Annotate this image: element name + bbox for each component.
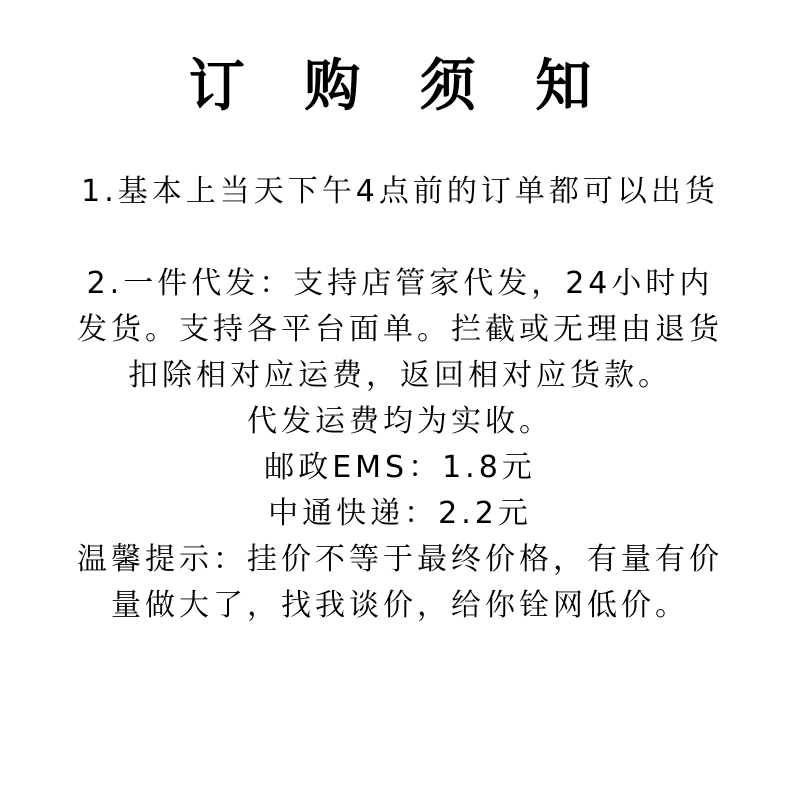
- notice-line-shipping-fee: 代发运费均为实收。: [247, 404, 553, 439]
- page-title: 订 购 须 知: [188, 54, 612, 119]
- notice-line-ems-fee: 邮政EMS：1.8元: [264, 450, 536, 485]
- notice-line-zto-fee: 中通快递：2.2元: [268, 496, 532, 531]
- notice-line-bulk-price: 量做大了，找我谈价，给你铨网低价。: [111, 588, 689, 623]
- notice-line-dropshipping: 2.一件代发：支持店管家代发，24小时内: [86, 266, 714, 301]
- notice-line-waybill: 发货。支持各平台面单。拦截或无理由退货: [77, 312, 723, 347]
- notice-line-refund: 扣除相对应运费，返回相对应货款。: [128, 358, 672, 393]
- notice-line-shipping-time: 1.基本上当天下午4点前的订单都可以出货: [81, 174, 719, 209]
- notice-line-price-tip: 温馨提示：挂价不等于最终价格，有量有价: [77, 542, 723, 577]
